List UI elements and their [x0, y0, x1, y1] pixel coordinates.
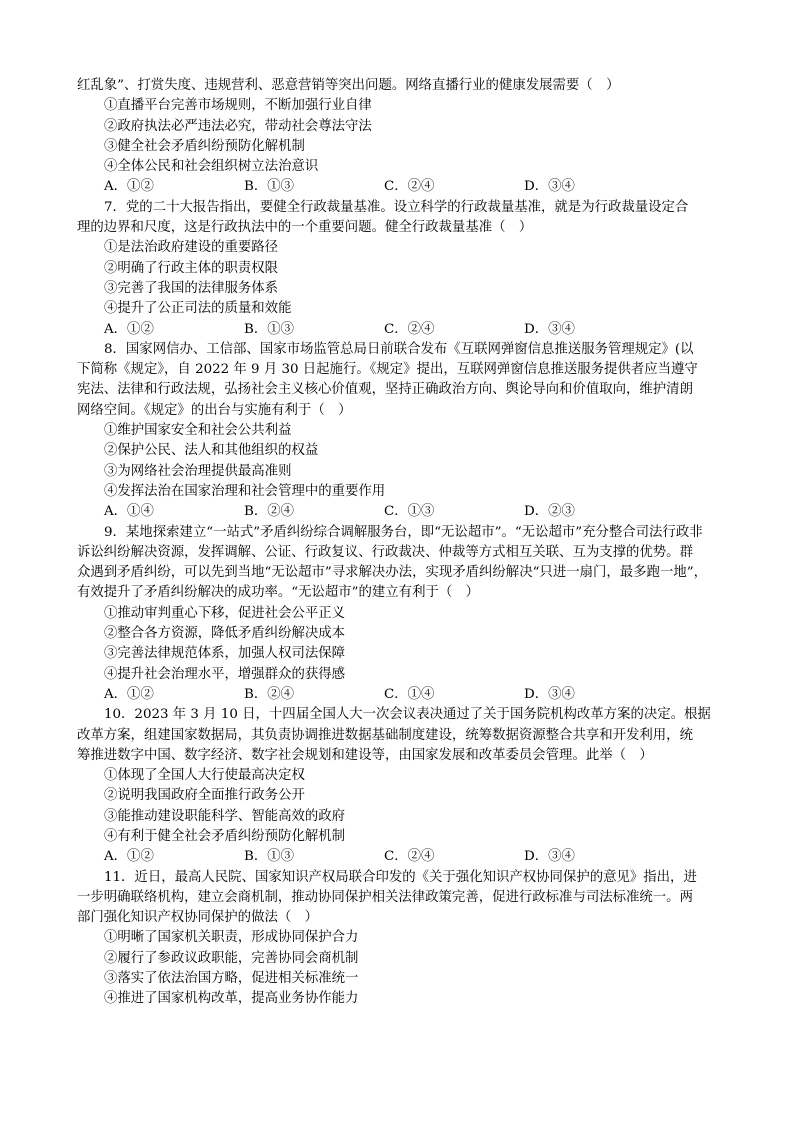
- statement-item: ①推动审判重心下移，促进社会公平正义: [104, 605, 346, 621]
- question-stem: 10．2023 年 3 月 10 日，十四届全国人大一次会议表决通过了关于国务院机构改革方案的决定。根据: [104, 707, 711, 723]
- option-c: C．②④: [384, 321, 435, 337]
- question-stem-line: 理的边界和尺度，这是行政执法中的一个重要问题。健全行政裁量基准（ ）: [77, 220, 533, 236]
- statement-item: ③落实了依法治国方略，促进相关标准统一: [104, 971, 359, 987]
- option-c: C．①④: [384, 686, 435, 702]
- option-d: D．③④: [524, 686, 575, 702]
- question-stem-line: 改革方案，组建国家数据局，其负责协调推进数据基础制度建设，统筹数据资源整合共享和开发利用，统: [77, 727, 693, 743]
- question-stem-line: 一步明确联络机构，建立会商机制，推动协同保护相关法律政策完善，促进行政标准与司法标准统一。两: [77, 889, 693, 905]
- question-stem-line: 下简称《规定》，自 2022 年 9 月 30 日起施行。《规定》提出，互联网弹窗信息推送服务提供者应当遵守: [77, 362, 698, 378]
- question-stem-line: 宪法、法律和行政法规，弘扬社会主义核心价值观，坚持正确政治方向、舆论导向和价值取向，维护清朗: [77, 382, 693, 398]
- exam-page: [77, 76, 727, 1010]
- statement-item: ①明晰了国家机关职责，形成协同保护合力: [104, 930, 359, 946]
- option-a: A．①②: [104, 849, 154, 865]
- statement-item: ④提升社会治理水平，增强群众的获得感: [104, 666, 346, 682]
- option-a: A．①②: [104, 321, 154, 337]
- question-11: [77, 868, 727, 1010]
- statement-item: ③能推动建设职能科学、智能高效的政府: [104, 808, 346, 824]
- statement-item: ①是法治政府建设的重要路径: [104, 240, 279, 256]
- statement-item: ④提升了公正司法的质量和效能: [104, 301, 292, 317]
- answer-options: [77, 847, 727, 867]
- option-d: D．③④: [524, 849, 575, 865]
- question-stem: 8．国家网信办、工信部、国家市场监管总局日前联合发布《互联网弹窗信息推送服务管理规定》(以: [104, 341, 694, 357]
- option-d: D．③④: [524, 321, 575, 337]
- statement-item: ④推进了国家机构改革，提高业务协作能力: [104, 991, 359, 1007]
- answer-options: [77, 320, 727, 340]
- question-stem-line: 部门强化知识产权协同保护的做法（ ）: [77, 910, 319, 926]
- statement-item: ④发挥法治在国家治理和社会管理中的重要作用: [104, 483, 386, 499]
- answer-options: [77, 502, 727, 522]
- question-6: [77, 76, 727, 198]
- statement-item: ③完善法律规范体系，加强人权司法保障: [104, 646, 346, 662]
- question-9: [77, 523, 727, 706]
- question-stem-line: 诉讼纠纷解决资源，发挥调解、公证、行政复议、行政裁决、仲裁等方式相互关联、互为支撑的优势。群: [77, 544, 693, 560]
- statement-item: ②整合各方资源，降低矛盾纠纷解决成本: [104, 626, 346, 642]
- question-stem: 11．近日，最高人民院、国家知识产权局联合印发的《关于强化知识产权协同保护的意见》指出，进: [104, 869, 697, 885]
- option-b: B．①③: [244, 179, 295, 195]
- question-stem: 9．某地探索建立“一站式”矛盾纠纷综合调解服务台，即“无讼超市”。“无讼超市”充分整合司法行政非: [104, 524, 703, 540]
- question-stem-line: 筹推进数字中国、数字经济、数字社会规划和建设等，由国家发展和改革委员会管理。此举（ ）: [77, 747, 653, 763]
- option-a: A．①②: [104, 686, 154, 702]
- question-stem-line: 众遇到矛盾纠纷，可以先到当地“无讼超市”寻求解决办法，实现矛盾纠纷解决“只进一扇门，最多跑一地”，: [77, 565, 707, 581]
- statement-item: ②说明我国政府全面推行政务公开: [104, 788, 305, 804]
- option-b: B．②④: [244, 504, 295, 520]
- answer-options: [77, 177, 727, 197]
- option-c: C．②④: [384, 179, 435, 195]
- question-10: [77, 705, 727, 867]
- option-d: D．③④: [524, 179, 575, 195]
- statement-item: ①直播平台完善市场规则，不断加强行业自律: [104, 98, 372, 114]
- statement-item: ③为网络社会治理提供最高准则: [104, 463, 292, 479]
- option-b: B．②④: [244, 686, 295, 702]
- statement-item: ②保护公民、法人和其他组织的权益: [104, 443, 319, 459]
- question-stem: 红乱象”、打赏失度、违规营利、恶意营销等突出问题。网络直播行业的健康发展需要（ ）: [77, 78, 620, 93]
- option-b: B．①③: [244, 849, 295, 865]
- option-a: A．①②: [104, 179, 154, 195]
- statement-item: ①体现了全国人大行使最高决定权: [104, 768, 305, 784]
- answer-options: [77, 685, 727, 705]
- option-c: C．②④: [384, 849, 435, 865]
- statement-item: ①维护国家安全和社会公共利益: [104, 423, 292, 439]
- option-b: B．①③: [244, 321, 295, 337]
- statement-item: ③健全社会矛盾纠纷预防化解机制: [104, 138, 305, 154]
- statement-item: ②履行了参政议政职能，完善协同会商机制: [104, 950, 359, 966]
- statement-item: ②政府执法必严违法必究，带动社会尊法守法: [104, 118, 372, 134]
- option-d: D．②③: [524, 504, 575, 520]
- option-c: C．①③: [384, 504, 435, 520]
- question-stem-line: 有效提升了矛盾纠纷解决的成功率。“无讼超市”的建立有利于（ ）: [77, 585, 480, 601]
- statement-item: ③完善了我国的法律服务体系: [104, 280, 279, 296]
- question-7: [77, 198, 727, 340]
- statement-item: ④有利于健全社会矛盾纠纷预防化解机制: [104, 828, 346, 844]
- option-a: A．①④: [104, 504, 154, 520]
- question-stem: 7．党的二十大报告指出，要健全行政裁量基准。设立科学的行政裁量基准，就是为行政裁量设定合: [104, 199, 689, 215]
- question-stem-line: 网络空间。《规定》的出台与实施有利于（ ）: [77, 402, 352, 418]
- question-8: [77, 340, 727, 523]
- statement-item: ②明确了行政主体的职责权限: [104, 260, 279, 276]
- statement-item: ④全体公民和社会组织树立法治意识: [104, 159, 319, 175]
